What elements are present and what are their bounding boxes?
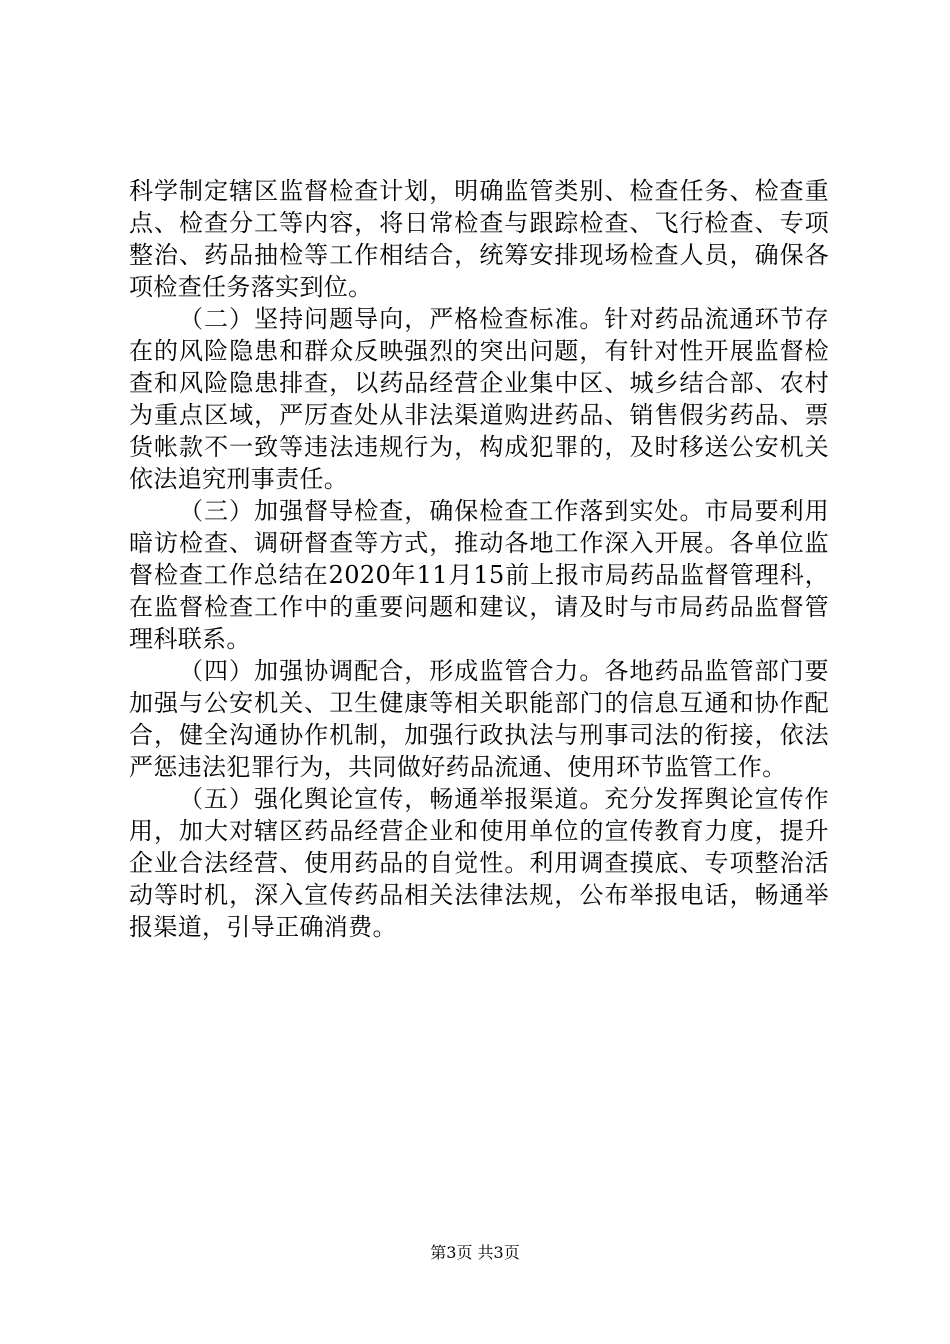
paragraph-section-5: （五）强化舆论宣传，畅通举报渠道。充分发挥舆论宣传作用，加大对辖区药品经营企业和使用单位的宣传教育力度，提升企业合法经营、使用药品的自觉性。利用调查摸底、专项整治活动等时机，深入宣传药品相关法律法规，公布举报电话，畅通举报渠道，引导正确消费。 bbox=[129, 785, 829, 941]
document-body bbox=[129, 175, 829, 943]
paragraph-section-3: （三）加强督导检查，确保检查工作落到实处。市局要利用暗访检查、调研督查等方式，推动各地工作深入开展。各单位监督检查工作总结在2020年11月15前上报市局药品监督管理科，在监督检查工作中的重要问题和建议，请及时与市局药品监督管理科联系。 bbox=[129, 497, 829, 653]
paragraph-section-2: （二）坚持问题导向，严格检查标准。针对药品流通环节存在的风险隐患和群众反映强烈的突出问题，有针对性开展监督检查和风险隐患排查，以药品经营企业集中区、城乡结合部、农村为重点区域，严厉查处从非法渠道购进药品、销售假劣药品、票货帐款不一致等违法违规行为，构成犯罪的，及时移送公安机关依法追究刑事责任。 bbox=[129, 305, 829, 493]
page-number: 第3页 共3页 bbox=[430, 1243, 520, 1262]
paragraph-section-4: （四）加强协调配合，形成监管合力。各地药品监管部门要加强与公安机关、卫生健康等相关职能部门的信息互通和协作配合，健全沟通协作机制，加强行政执法与刑事司法的衔接，依法严惩违法犯罪行为，共同做好药品流通、使用环节监管工作。 bbox=[129, 657, 829, 781]
paragraph-continuation: 科学制定辖区监督检查计划，明确监管类别、检查任务、检查重点、检查分工等内容，将日常检查与跟踪检查、飞行检查、专项整治、药品抽检等工作相结合，统筹安排现场检查人员，确保各项检查任务落实到位。 bbox=[129, 177, 829, 301]
